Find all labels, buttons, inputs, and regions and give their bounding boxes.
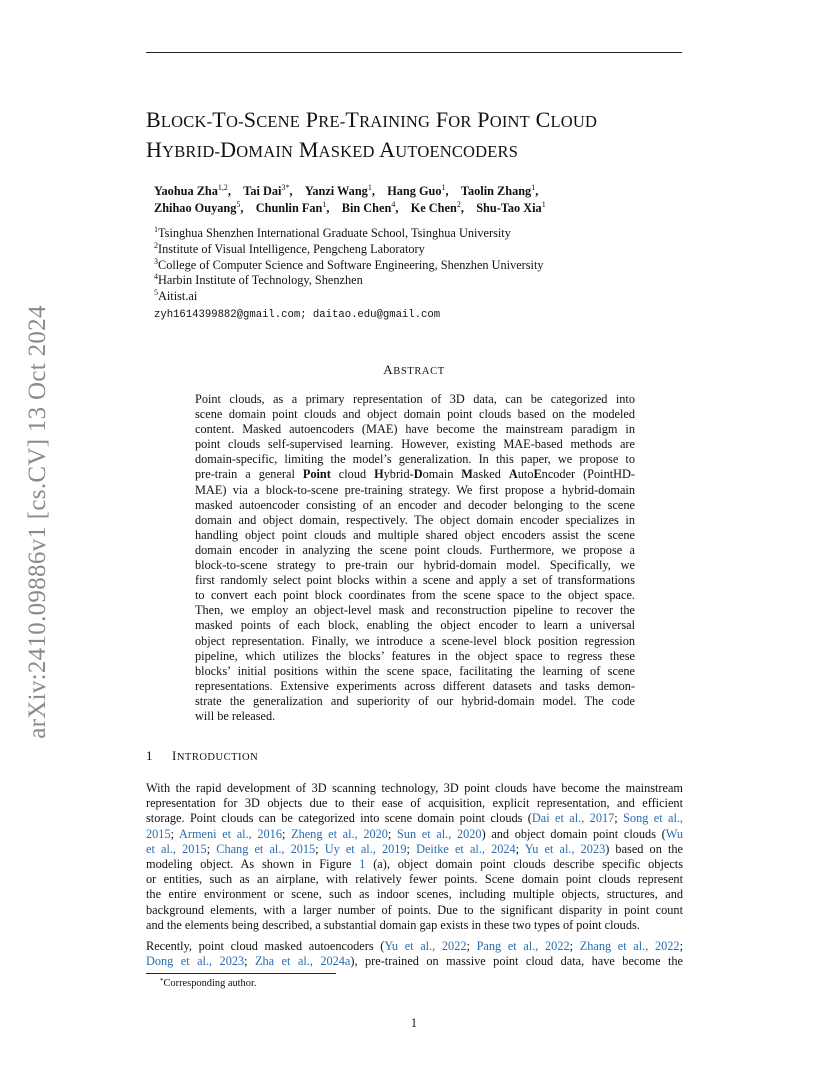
text-line: domain encoder in analyzing the scene point clouds. Furthermore, we propose a	[195, 542, 635, 557]
author-name: Shu-Tao Xia	[476, 201, 542, 215]
text-line: to convert each point block coordinates from the scene space to the object space.	[195, 588, 635, 603]
citation-link[interactable]: Sun et al., 2020	[397, 826, 482, 841]
text-line: domain and object domain, respectively. The object domain encoder specializes in	[195, 512, 635, 527]
author-name: Bin Chen	[341, 201, 392, 215]
affiliation: $^4$Harbin Institute of Technology, Shenzhen	[154, 272, 363, 288]
text-line: or entities, such as an airplane, with relatively fewer points. Scene domain point clouds represent	[146, 872, 683, 887]
citation-link[interactable]: Zhang et al., 2022	[579, 939, 680, 953]
email-addresses: zyh1614399882@gmail.com; daitao.edu@gmail.com	[154, 309, 441, 321]
citation-link[interactable]: Pang et al., 2022	[476, 939, 570, 953]
section-title: INTRODUCTION	[172, 748, 259, 763]
author-name: Chunlin Fan	[255, 201, 323, 215]
text-line: blocks’ initial positions within the scene space, facilitating the learning of scene	[195, 663, 635, 678]
abstract-heading: ABSTRACT	[383, 362, 445, 377]
affiliation: $^5$Aitist.ai	[154, 288, 198, 304]
text-line: modeling object. As shown in Figure 1 (a), object domain point clouds describe specific objects	[146, 856, 683, 871]
text-line: the entire environment or scene, such as indoor scenes, including multiple objects, structures, and	[146, 887, 683, 902]
affiliation: $^2$Institute of Visual Intelligence, Pengcheng Laboratory	[154, 240, 425, 256]
paper-title	[146, 106, 706, 166]
citation-link[interactable]: Dai et al., 2017	[531, 811, 615, 826]
text-line: first randomly select point blocks within a scene and apply a set of transformations	[195, 573, 635, 588]
page-number: 1	[410, 1016, 418, 1030]
author-name: Zhihao Ouyang	[154, 201, 237, 215]
citation-link[interactable]: Dong et al., 2023	[146, 954, 245, 969]
intro-paragraph-1	[146, 781, 683, 933]
text-line: will be released.	[195, 708, 276, 723]
text-line: scene domain point clouds and object domain point clouds based on the modeled	[195, 407, 635, 422]
text-line: content. Masked autoencoders (MAE) have become the mainstream paradigm in	[195, 422, 635, 437]
text-line: masked autoencoder consisting of an encoder and decoder belonging to the scene	[195, 497, 635, 512]
author-name: Yanzi Wang	[304, 184, 368, 198]
title-line-1: BLOCK-TO-SCENE PRE-TRAINING FOR POINT CLOUD	[146, 107, 598, 132]
text-line: Point clouds, as a primary representation of 3D data, can be categorized into	[195, 392, 635, 406]
text-line: object representation. Finally, we introduce a scene-level block position regression	[195, 633, 635, 648]
text-line: storage. Point clouds can be categorized into scene domain point clouds (Dai et al., 2017; Song et al.,	[146, 811, 684, 826]
citation-link[interactable]: Chang et al., 2015	[216, 841, 316, 856]
affiliation-list	[154, 226, 694, 305]
title-line-2: HYBRID-DOMAIN MASKED AUTOENCODERS	[146, 137, 519, 162]
citation-link[interactable]: Wu	[665, 826, 683, 841]
text-line: masked points of each block, enabling the object encoder to learn a universal	[195, 618, 635, 633]
text-line: Recently, point cloud masked autoencoders (Yu et al., 2022; Pang et al., 2022; Zhang et al., 2022;	[146, 939, 683, 953]
author-name: Tai Dai	[243, 184, 282, 198]
citation-link[interactable]: Armeni et al., 2016	[178, 826, 282, 841]
section-number: 1	[146, 748, 153, 763]
text-line: Dong et al., 2023; Zha et al., 2024a), pre-trained on massive point cloud data, have become the	[146, 954, 683, 969]
text-line: block-to-scene strategy to pre-train our hybrid-domain model. Specifically, we	[195, 558, 635, 573]
text-line: pipeline, which utilizes the blocks’ features in the object space to regress these	[195, 648, 635, 663]
citation-link[interactable]: Yu et al., 2022	[384, 939, 467, 953]
author-line-2: Zhihao Ouyang$^5$, Chunlin Fan$^1$, Bin Chen$^4$, Ke Chen$^2$, Shu-Tao Xia$^1$	[154, 200, 546, 215]
arxiv-id: arXiv:2410.09886v1 [cs.CV] 13 Oct 2024	[24, 305, 51, 739]
citation-link[interactable]: 1	[359, 856, 366, 871]
text-line: 2015; Armeni et al., 2016; Zheng et al., 2020; Sun et al., 2020) and object domain point clouds (Wu	[146, 826, 683, 841]
author-name: Hang Guo	[387, 184, 442, 198]
text-line: Then, we employ an object-level mask and reconstruction pipeline to recover the	[195, 603, 635, 618]
author-line-1: Yaohua Zha$^{1,2}$, Tai Dai$^{3*}$, Yanzi Wang$^1$, Hang Guo$^1$, Taolin Zhang$^1$,	[154, 183, 539, 198]
citation-link[interactable]: et al., 2015	[146, 841, 207, 856]
text-line: strate the generalization and superiority of our hybrid-domain model. The code	[195, 693, 635, 708]
citation-link[interactable]: Zheng et al., 2020	[291, 826, 388, 841]
affiliation: $^1$Tsinghua Shenzhen International Graduate School, Tsinghua University	[154, 225, 511, 240]
abstract-body	[195, 392, 635, 724]
section-heading-introduction	[146, 748, 258, 764]
footnote	[160, 977, 256, 989]
text-line: MAE) via a block-to-scene pre-training strategy. We first propose a hybrid-domain	[195, 482, 635, 497]
text-line: domain-specific, limiting the model’s generalization. In this paper, we propose to	[195, 452, 635, 467]
footnote-rule	[146, 973, 336, 974]
citation-link[interactable]: Song et al.,	[623, 811, 684, 826]
citation-link[interactable]: Zha et al., 2024a	[255, 954, 351, 969]
text-line: representation for 3D objects due to their ease of acquisition, explicit representation, and efficient	[146, 796, 683, 811]
text-line: and the elements being described, a substantial domain gap exists in these two types of point clouds.	[146, 917, 640, 932]
citation-link[interactable]: Deitke et al., 2024	[416, 841, 516, 856]
text-line: point clouds self-supervised learning. However, existing MAE-based methods are	[195, 437, 635, 452]
text-line: representations. Extensive experiments across different datasets and tasks demon-	[195, 678, 635, 693]
text-line: pre-train a general Point cloud Hybrid-Domain Masked AutoEncoder (PointHD-	[195, 467, 635, 482]
text-line: With the rapid development of 3D scanning technology, 3D point clouds have become the mainstream	[146, 781, 683, 795]
citation-link[interactable]: Yu et al., 2023	[524, 841, 606, 856]
author-name: Yaohua Zha	[154, 184, 218, 198]
affiliation: $^3$College of Computer Science and Software Engineering, Shenzhen University	[154, 256, 544, 272]
intro-paragraph-2	[146, 939, 683, 969]
text-line: et al., 2015; Chang et al., 2015; Uy et al., 2019; Deitke et al., 2024; Yu et al., 2023) based on the	[146, 841, 683, 856]
text-line: background elements, with a larger number of points. Due to the significant disparity in point count	[146, 902, 683, 917]
citation-link[interactable]: 2015	[146, 826, 171, 841]
text-line: handling object point clouds and multiple shared object encoders assist the scene	[195, 527, 635, 542]
author-name: Ke Chen	[410, 201, 457, 215]
citation-link[interactable]: Uy et al., 2019	[324, 841, 407, 856]
author-list	[154, 183, 694, 217]
footnote-text: Corresponding author.	[163, 978, 257, 989]
top-rule	[146, 52, 682, 53]
author-name: Taolin Zhang	[460, 184, 532, 198]
footnote-mark: *	[160, 977, 164, 985]
